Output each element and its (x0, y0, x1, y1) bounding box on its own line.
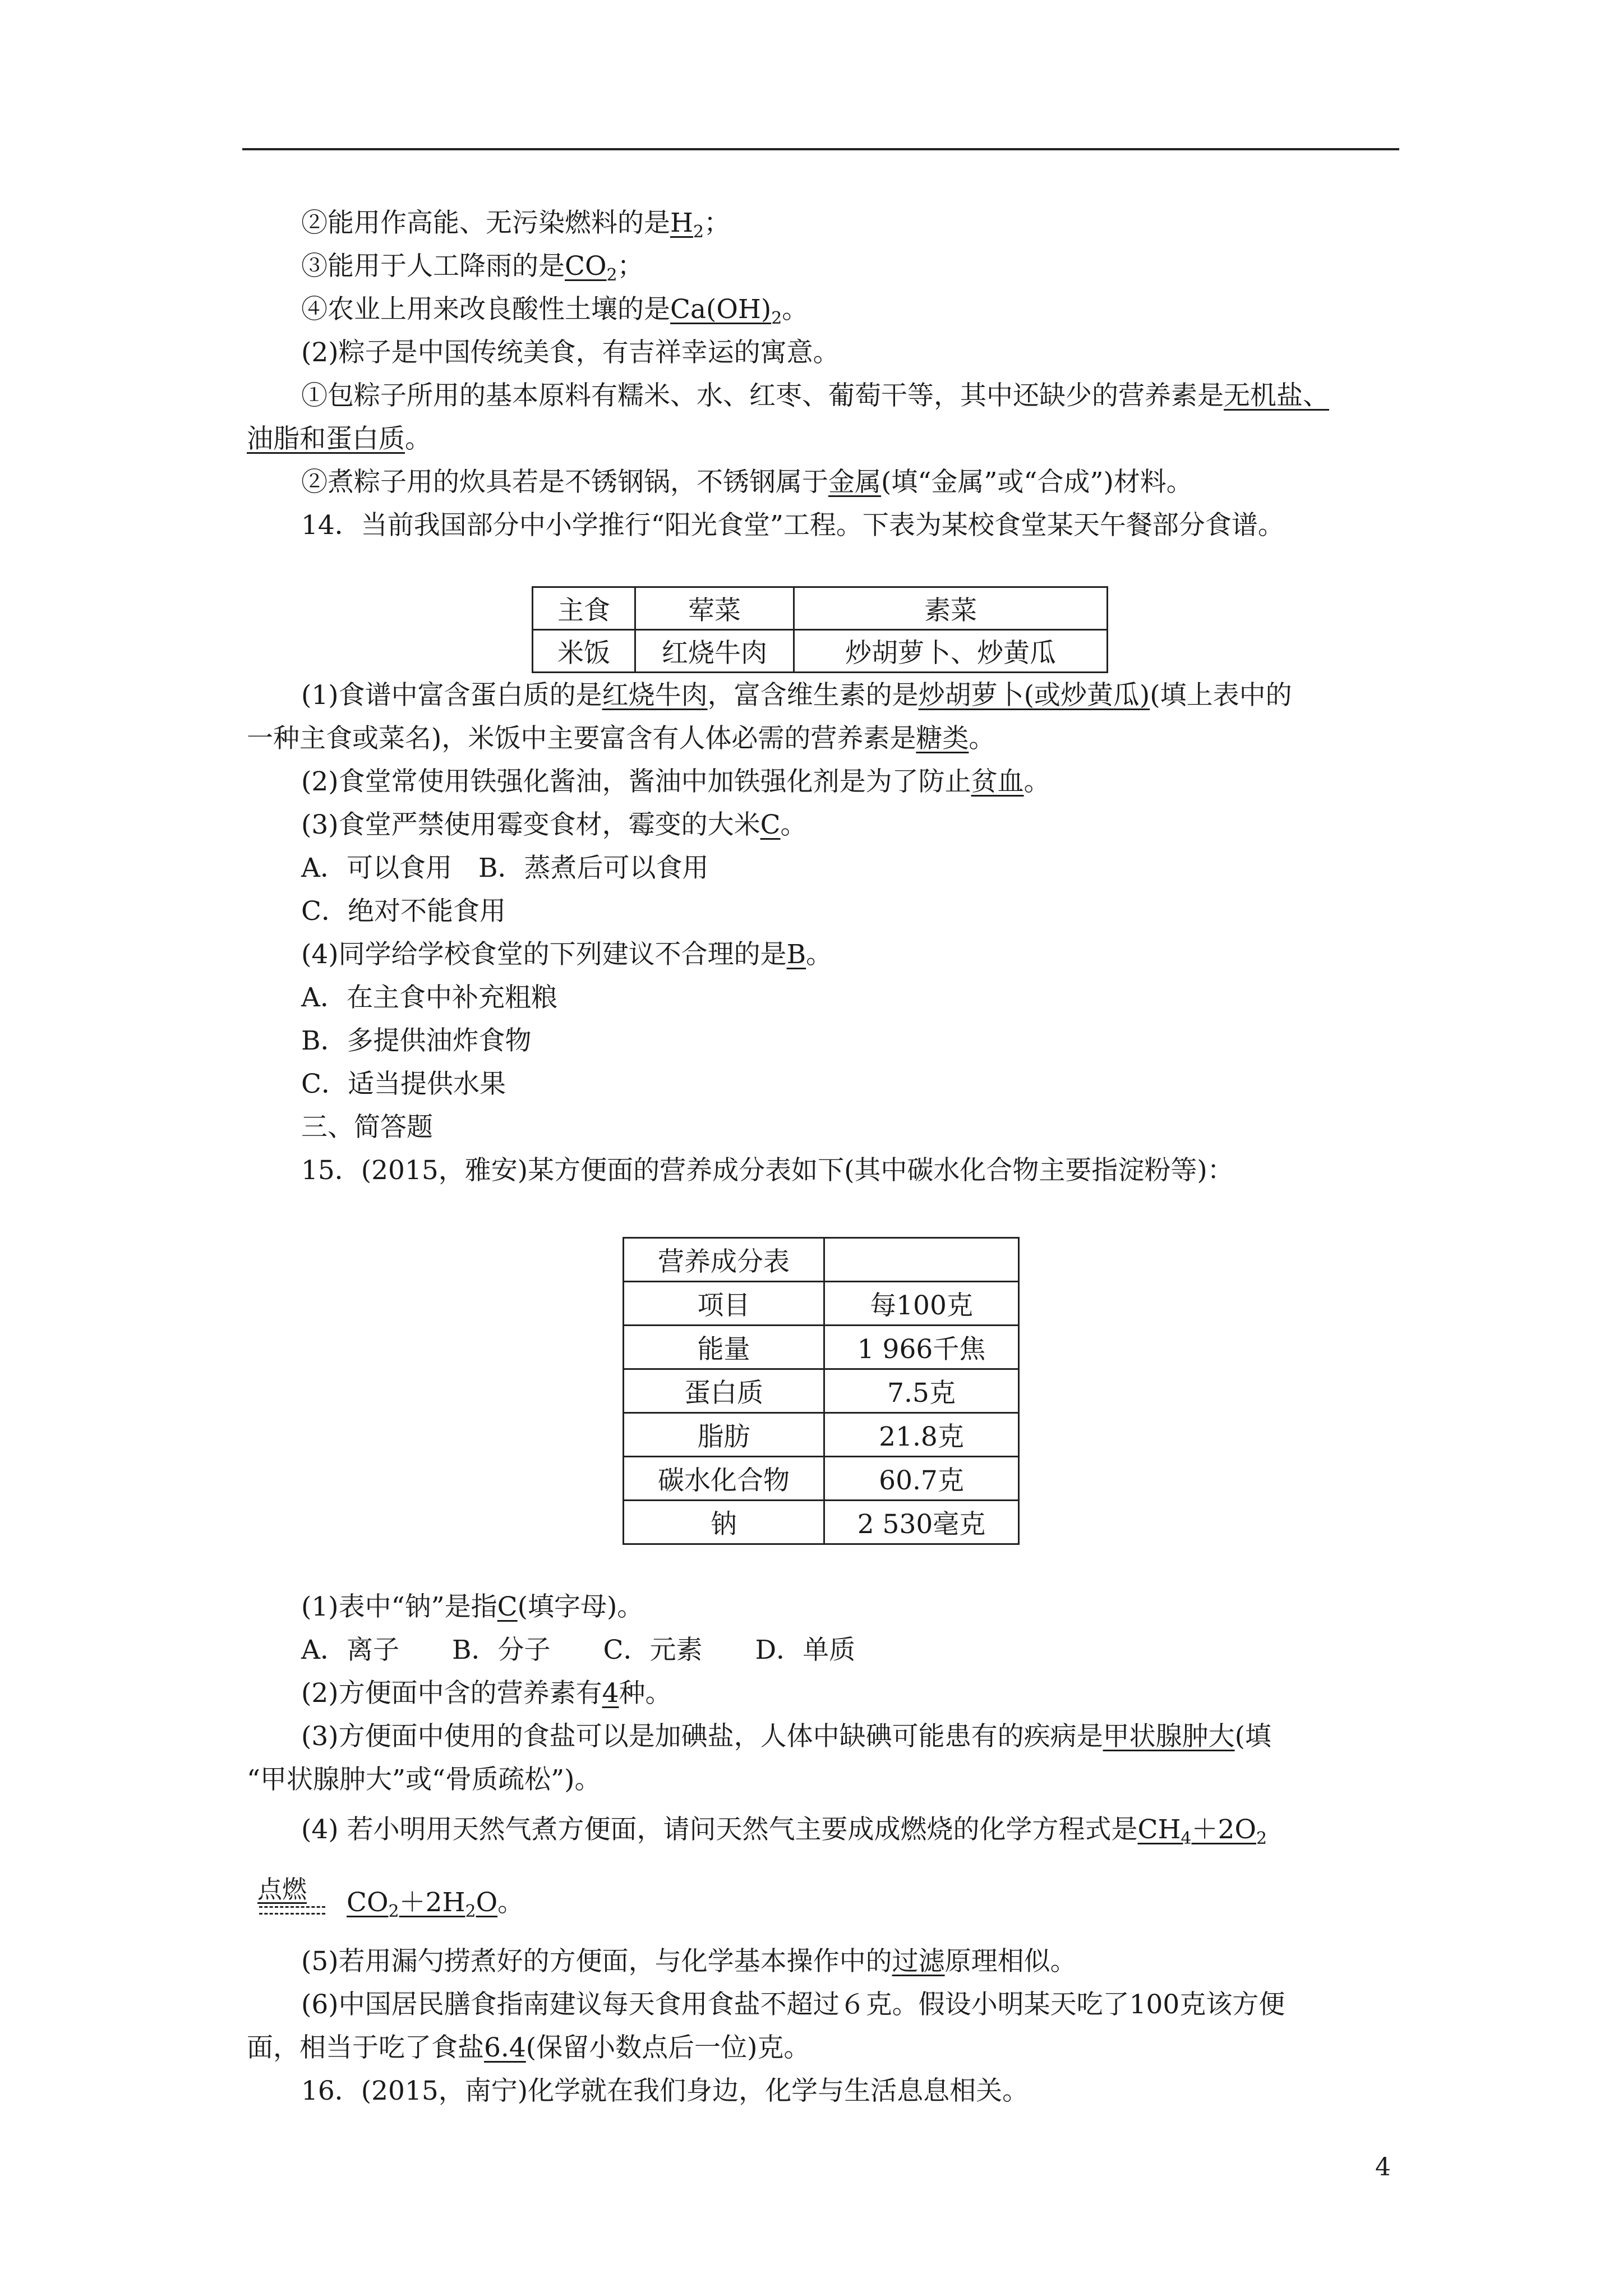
text-line: (3)方便面中使用的食盐可以是加碘盐，人体中缺碘可能患有的疾病是甲状腺肿大(填 (301, 1721, 1271, 1752)
text-line: ③能用于人工降雨的是$CO_2$； (301, 251, 644, 285)
option-line: A．离子 B．分子 C．元素 D．单质 (301, 1635, 856, 1665)
text-line: (4)同学给学校食堂的下列建议不合理的是B。 (301, 939, 833, 970)
table-cell: 米饭 (533, 630, 635, 673)
text-line: ②煮粽子用的炊具若是不锈钢锅，不锈钢属于金属(填“金属”或“合成”)材料。 (301, 467, 1193, 498)
table-cell: 素菜 (794, 587, 1108, 630)
answer: $CO_2$ (565, 251, 617, 285)
option-line: A．可以食用 B．蒸煮后可以食用 (301, 853, 709, 884)
table-cell: 能量 (624, 1326, 824, 1369)
page-number: 4 (1375, 2153, 1391, 2182)
answer: 6.4 (484, 2032, 526, 2063)
answer: 过滤 (892, 1946, 945, 1977)
table-cell: 碳水化合物 (624, 1457, 824, 1501)
text-line: $CO_2+2H_2O$。 (347, 1887, 524, 1921)
table-row (624, 1501, 1019, 1544)
text-line: (4) 若小明用天然气煮方便面，请问天然气主要成成燃烧的化学方程式是$CH_4+2O_2$ (301, 1814, 1267, 1848)
table-row (624, 1326, 1019, 1369)
answer: 红烧牛肉 (602, 680, 708, 711)
option-line: C．绝对不能食用 (301, 896, 506, 927)
answer: 炒胡萝卜(或炒黄瓜) (918, 680, 1150, 711)
answer: 甲状腺肿大 (1103, 1721, 1235, 1752)
table-row (624, 1413, 1019, 1457)
section-heading: 三、简答题 (301, 1112, 433, 1143)
option-line: A．在主食中补充粗粮 (301, 982, 557, 1013)
table-cell (824, 1238, 1019, 1282)
text-line: “甲状腺肿大”或“骨质疏松”)。 (247, 1764, 601, 1795)
table-cell: 脂肪 (624, 1413, 824, 1457)
table-cell: 蛋白质 (624, 1369, 824, 1413)
table-cell: 7.5克 (824, 1369, 1019, 1413)
text-line: (2)食堂常使用铁强化酱油，酱油中加铁强化剂是为了防止贫血。 (301, 766, 1050, 797)
option-line: C．适当提供水果 (301, 1069, 506, 1099)
table-cell: 钠 (624, 1501, 824, 1544)
answer: B (786, 939, 806, 970)
answer: $Ca(OH)_2$ (670, 294, 782, 328)
question-16: 16．(2015，南宁)化学就在我们身边，化学与生活息息相关。 (301, 2076, 1029, 2106)
table-cell: 每100克 (824, 1282, 1019, 1326)
table-cell: 60.7克 (824, 1457, 1019, 1501)
question-14: 14．当前我国部分中小学推行“阳光食堂”工程。下表为某校食堂某天午餐部分食谱。 (301, 510, 1284, 541)
table-cell: 荤菜 (635, 587, 794, 630)
text-line: (2)粽子是中国传统美食，有吉祥幸运的寓意。 (301, 337, 840, 368)
answer: C (497, 1591, 518, 1622)
answer: 贫血 (971, 766, 1024, 797)
answer: 油脂和蛋白质 (247, 424, 405, 454)
answer: 糖类 (916, 723, 969, 754)
text-line: (3)食堂严禁使用霉变食材，霉变的大米C。 (301, 809, 807, 840)
text-line: ①包粽子所用的基本原料有糯米、水、红枣、葡萄干等，其中还缺少的营养素是无机盐、 (301, 380, 1329, 411)
table-cell: 21.8克 (824, 1413, 1019, 1457)
table-cell: 红烧牛肉 (635, 630, 794, 673)
table-cell: 2 530毫克 (824, 1501, 1019, 1544)
text-line: 油脂和蛋白质。 (247, 424, 431, 454)
table-cell: 营养成分表 (624, 1238, 824, 1282)
answer: $CH_4+2O_2$ (1137, 1814, 1267, 1848)
text-line: (2)方便面中含的营养素有4种。 (301, 1678, 672, 1709)
answer: $H_2$ (670, 208, 704, 242)
table-row (624, 1457, 1019, 1501)
table-cell: 1 966千焦 (824, 1326, 1019, 1369)
text-line: (5)若用漏勺捞煮好的方便面，与化学基本操作中的过滤原理相似。 (301, 1946, 1077, 1977)
option-line: B．多提供油炸食物 (301, 1025, 532, 1056)
answer: 金属 (828, 467, 881, 498)
text-line: (6)中国居民膳食指南建议每天食用食盐不超过６克。假设小明某天吃了100克该方便 (301, 1989, 1285, 2020)
answer: 4 (602, 1678, 619, 1709)
answer: C (760, 809, 781, 840)
table-cell: 主食 (533, 587, 635, 630)
text-line: (1)食谱中富含蛋白质的是红烧牛肉，富含维生素的是炒胡萝卜(或炒黄瓜)(填上表中的 (301, 680, 1292, 711)
table-row (533, 630, 1108, 673)
table-row (624, 1369, 1019, 1413)
text-line: ④农业上用来改良酸性土壤的是$Ca(OH)_2$。 (301, 294, 809, 328)
table-cell: 项目 (624, 1282, 824, 1326)
text-line: ②能用作高能、无污染燃料的是$H_2$； (301, 208, 731, 242)
reaction-arrow (259, 1906, 325, 1920)
table-row (624, 1238, 1019, 1282)
text-line: (1)表中“钠”是指C(填字母)。 (301, 1591, 644, 1622)
text-line: 面，相当于吃了食盐6.4(保留小数点后一位)克。 (247, 2032, 810, 2063)
header-rule (242, 148, 1399, 150)
table-cell: 炒胡萝卜、炒黄瓜 (794, 630, 1108, 673)
table-row (624, 1282, 1019, 1326)
text-line: 一种主食或菜名)，米饭中主要富含有人体必需的营养素是糖类。 (247, 723, 995, 754)
answer: 无机盐、 (1224, 380, 1329, 411)
menu-table (532, 586, 1108, 673)
answer: $CO_2+2H_2O$ (347, 1887, 498, 1921)
question-15: 15．(2015，雅安)某方便面的营养成分表如下(其中碳水化合物主要指淀粉等)： (301, 1155, 1234, 1186)
nutrition-table (623, 1237, 1020, 1545)
reaction-condition: 点燃 (257, 1875, 307, 1904)
table-header-row (533, 587, 1108, 630)
